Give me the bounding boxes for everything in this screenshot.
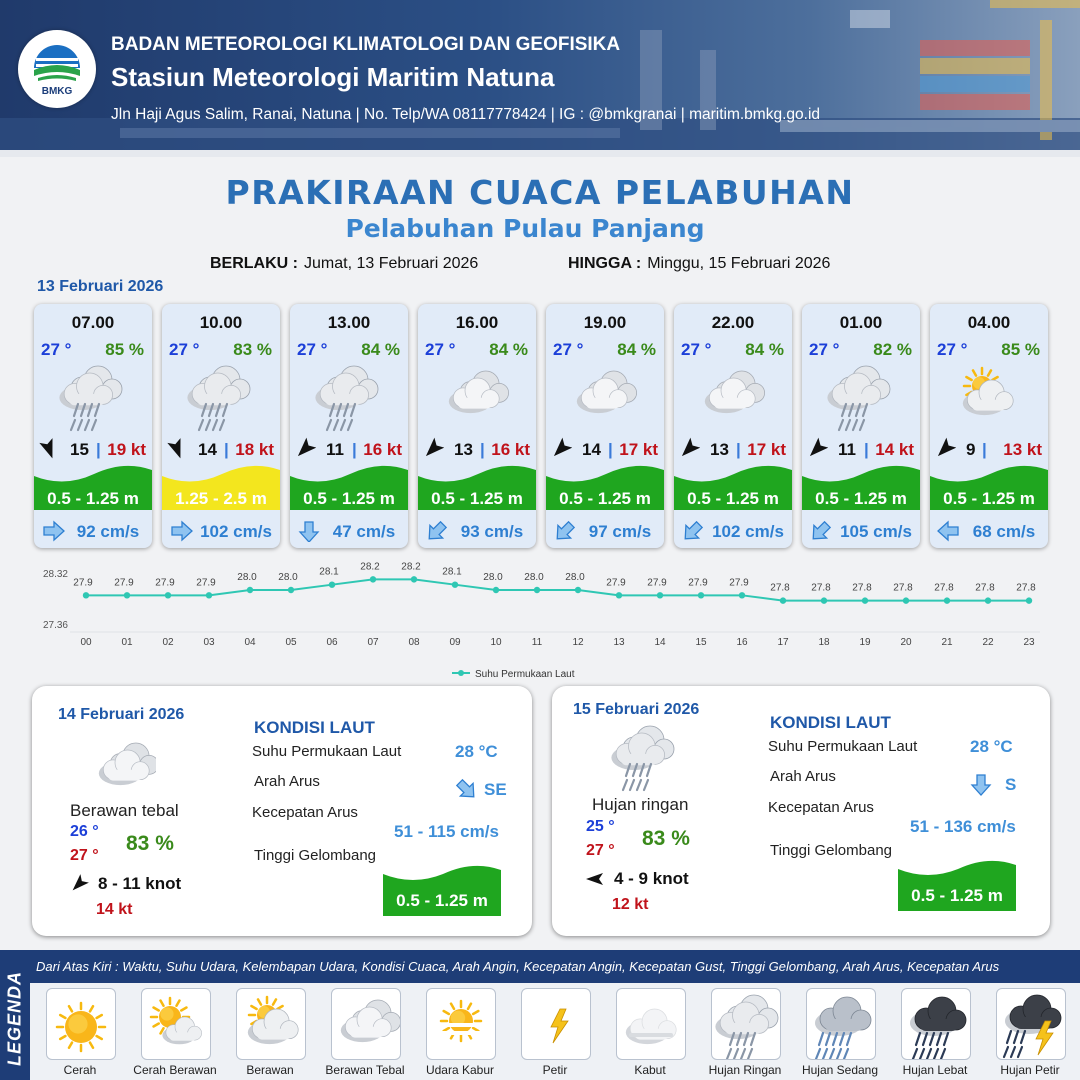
day2-current-speed: 51 - 115 cm/s <box>394 822 499 841</box>
data-point <box>124 592 130 598</box>
day2-wind: 8 - 11 knot <box>98 874 182 893</box>
value-separator: | <box>96 440 101 459</box>
data-point <box>370 576 376 582</box>
forecast-current-speed: 102 cm/s <box>200 522 272 541</box>
x-tick-label: 03 <box>203 637 215 648</box>
x-tick-label: 20 <box>900 637 912 648</box>
legend-marker <box>458 670 464 676</box>
forecast-wave-height: 0.5 - 1.25 m <box>815 489 907 508</box>
forecast-temp: 27 ° <box>937 340 968 359</box>
forecast-card <box>930 304 1048 548</box>
forecast-time: 07.00 <box>71 313 115 332</box>
x-tick-label: 01 <box>121 637 133 648</box>
data-point <box>780 597 786 603</box>
data-label: 27.9 <box>73 577 93 589</box>
forecast-time: 19.00 <box>583 313 627 332</box>
forecast-gust: 14 kt <box>875 440 914 459</box>
wind-direction-arrow-icon <box>678 436 700 462</box>
header-banner <box>0 0 1080 157</box>
day3-sst-label: Suhu Permukaan Laut <box>768 738 918 755</box>
day3-temp-max: 27 ° <box>586 842 615 859</box>
bmkg-logo <box>18 30 96 108</box>
rain-light-icon <box>56 364 132 434</box>
value-separator: | <box>608 440 613 459</box>
day2-wave-label: Tinggi Gelombang <box>254 847 377 864</box>
forecast-gust: 19 kt <box>107 440 146 459</box>
day3-current-dir: S <box>1005 775 1017 794</box>
legend-item-label: Udara Kabur <box>425 1063 495 1077</box>
data-label: 27.8 <box>934 582 954 594</box>
rain-moderate-icon <box>807 989 875 1059</box>
forecast-humidity: 84 % <box>617 340 656 359</box>
x-tick-label: 22 <box>982 637 994 648</box>
forecast-wind-speed: 15 <box>70 440 89 459</box>
forecast-temp: 27 ° <box>297 340 328 359</box>
valid-from-label: BERLAKU : <box>210 255 298 272</box>
agency-name: BADAN METEOROLOGI KLIMATOLOGI DAN GEOFISIKA <box>111 34 621 55</box>
legend-label: Suhu Permukaan Laut <box>475 669 575 680</box>
day2-date: 14 Februari 2026 <box>58 706 185 723</box>
forecast-wind-speed: 13 <box>710 440 729 459</box>
forecast-current-speed: 92 cm/s <box>76 522 140 541</box>
forecast-wind-speed: 13 <box>454 440 473 459</box>
value-separator: | <box>480 440 485 459</box>
data-label: 28.0 <box>278 572 298 583</box>
arrow-southwest-icon <box>808 520 834 542</box>
data-label: 28.0 <box>237 572 257 583</box>
forecast-gust: 13 kt <box>1003 440 1042 459</box>
legend-item-label: Berawan <box>246 1063 294 1077</box>
data-point <box>903 597 909 603</box>
legend-item-label: Berawan Tebal <box>325 1063 405 1077</box>
cloudy-heavy-icon <box>440 364 516 434</box>
data-label: 28.0 <box>524 572 544 583</box>
sunny-icon <box>47 989 115 1059</box>
x-tick-label: 02 <box>162 637 174 648</box>
legend-item <box>996 988 1066 1060</box>
wind-direction-arrow-icon <box>934 436 956 462</box>
day3-current-dir-label: Arah Arus <box>770 768 836 785</box>
forecast-current-speed: 97 cm/s <box>588 522 652 541</box>
forecast-wave-height: 0.5 - 1.25 m <box>47 489 139 508</box>
data-label: 28.2 <box>360 561 380 573</box>
data-label: 28.0 <box>565 572 585 583</box>
day3-humidity: 83 % <box>642 827 690 850</box>
x-tick-label: 09 <box>449 637 461 648</box>
day3-weather-icon <box>608 724 678 796</box>
y-tick-label: 28.32 <box>42 569 68 580</box>
forecast-card <box>674 304 792 548</box>
y-tick-label: 27.36 <box>42 620 68 631</box>
forecast-time: 01.00 <box>839 313 883 332</box>
forecast-humidity: 84 % <box>361 340 400 359</box>
data-label: 28.0 <box>483 572 503 583</box>
value-separator: | <box>736 440 741 459</box>
x-tick-label: 21 <box>941 637 953 648</box>
forecast-humidity: 83 % <box>233 340 272 359</box>
forecast-card <box>290 304 408 548</box>
day2-sst-label: Suhu Permukaan Laut <box>252 743 402 760</box>
forecast-wind-speed: 9 <box>966 440 976 459</box>
station-name: Stasiun Meteorologi Maritim Natuna <box>111 62 555 92</box>
forecast-card <box>802 304 920 548</box>
forecast-gust: 16 kt <box>363 440 402 459</box>
data-point <box>616 592 622 598</box>
legend-item <box>616 988 686 1060</box>
forecast-temp: 27 ° <box>425 340 456 359</box>
valid-to <box>568 255 830 273</box>
data-label: 27.8 <box>1016 582 1036 594</box>
day3-wind: 4 - 9 knot <box>614 869 689 888</box>
x-tick-label: 16 <box>736 637 748 648</box>
rain-light-icon <box>184 364 260 434</box>
day1-date: 13 Februari 2026 <box>37 278 164 295</box>
value-separator: | <box>352 440 357 459</box>
forecast-wind-speed: 14 <box>198 440 217 459</box>
value-separator: | <box>982 440 987 459</box>
day3-wave: 0.5 - 1.25 m <box>911 886 1003 905</box>
legend-item-label: Cerah <box>63 1063 97 1077</box>
legend-item <box>236 988 306 1060</box>
forecast-gust: 18 kt <box>235 440 274 459</box>
value-separator: | <box>224 440 229 459</box>
x-tick-label: 11 <box>531 637 543 648</box>
forecast-wave-height: 0.5 - 1.25 m <box>559 489 651 508</box>
contact-info: Jln Haji Agus Salim, Ranai, Natuna | No. Telp/WA 08117778424 | IG : @bmkgranai | maritim.bmkg.go.id <box>111 106 821 123</box>
forecast-gust: 17 kt <box>747 440 786 459</box>
x-tick-label: 13 <box>613 637 625 648</box>
forecast-humidity: 85 % <box>1001 340 1040 359</box>
data-label: 28.1 <box>442 566 462 578</box>
day2-current-dir-label: Arah Arus <box>254 773 320 790</box>
valid-to-label: HINGGA : <box>568 255 642 272</box>
legend-item <box>331 988 401 1060</box>
data-label: 28.1 <box>319 566 339 578</box>
day3-temp-min: 25 ° <box>586 818 615 835</box>
forecast-wave-height: 0.5 - 1.25 m <box>303 489 395 508</box>
data-label: 27.9 <box>729 577 749 589</box>
data-point <box>944 597 950 603</box>
legend-item-label: Petir <box>542 1063 568 1077</box>
x-tick-label: 06 <box>326 637 338 648</box>
x-tick-label: 19 <box>859 637 871 648</box>
forecast-humidity: 84 % <box>489 340 528 359</box>
day2-panel <box>32 686 532 936</box>
rain-light-icon <box>312 364 388 434</box>
forecast-temp: 27 ° <box>809 340 840 359</box>
legend-item <box>521 988 591 1060</box>
legend-item <box>806 988 876 1060</box>
arrow-southwest-icon <box>552 520 578 542</box>
legend-side-tab <box>0 950 30 1080</box>
day2-sea-title: KONDISI LAUT <box>254 718 375 737</box>
forecast-wave-height: 1.25 - 2.5 m <box>175 489 267 508</box>
x-tick-label: 17 <box>777 637 789 648</box>
wind-direction-arrow-icon <box>294 436 316 462</box>
forecast-time: 13.00 <box>327 313 371 332</box>
arrow-southwest-icon <box>680 520 706 542</box>
forecast-temp: 27 ° <box>169 340 200 359</box>
cloudy-heavy-icon <box>696 364 772 434</box>
day3-gust: 12 kt <box>612 896 649 913</box>
logo-label: BMKG <box>41 86 73 97</box>
day3-sea-title: KONDISI LAUT <box>770 713 891 732</box>
legend-description: Dari Atas Kiri : Waktu, Suhu Udara, Kelembapan Udara, Kondisi Cuaca, Arah Angin, Kecepatan Angin, Kecepatan Gust, Tinggi Gelombang, Arah Arus, Kecepatan Arus <box>36 959 1000 974</box>
forecast-current-speed: 105 cm/s <box>840 522 912 541</box>
x-tick-label: 10 <box>490 637 502 648</box>
rain-light-icon <box>712 989 780 1059</box>
data-label: 27.8 <box>852 582 872 594</box>
data-point <box>493 587 499 593</box>
day2-current-arrow-icon <box>452 776 480 802</box>
day3-current-speed-label: Kecepatan Arus <box>768 799 874 816</box>
x-tick-label: 04 <box>244 637 256 648</box>
forecast-card <box>546 304 664 548</box>
data-label: 27.8 <box>770 582 790 594</box>
day3-current-speed: 51 - 136 cm/s <box>910 817 1016 836</box>
data-label: 27.9 <box>196 577 216 589</box>
forecast-time: 22.00 <box>711 313 755 332</box>
partly-cloudy-icon <box>952 364 1028 434</box>
valid-from <box>210 255 478 273</box>
day2-sst: 28 °C <box>455 742 498 761</box>
day2-wave: 0.5 - 1.25 m <box>396 891 488 910</box>
forecast-time: 10.00 <box>199 313 243 332</box>
data-label: 27.8 <box>975 582 995 594</box>
legend-item <box>901 988 971 1060</box>
data-point <box>821 597 827 603</box>
forecast-current-speed: 93 cm/s <box>460 522 524 541</box>
legend-item-label: Cerah Berawan <box>133 1063 217 1077</box>
day3-wave-label: Tinggi Gelombang <box>770 842 893 859</box>
fog-icon <box>617 989 685 1059</box>
forecast-temp: 27 ° <box>41 340 72 359</box>
data-point <box>165 592 171 598</box>
sst-chart <box>0 560 1080 685</box>
day3-wind-arrow-icon <box>584 868 606 890</box>
x-tick-label: 15 <box>695 637 707 648</box>
haze-icon <box>427 989 495 1059</box>
forecast-card <box>162 304 280 548</box>
day2-temp-max: 27 ° <box>70 847 99 864</box>
data-point <box>452 581 458 587</box>
day2-current-speed-label: Kecepatan Arus <box>252 804 358 821</box>
data-point <box>206 592 212 598</box>
forecast-current-speed: 47 cm/s <box>332 522 396 541</box>
wind-direction-arrow-icon <box>422 436 444 462</box>
forecast-wind-speed: 14 <box>582 440 601 459</box>
data-point <box>862 597 868 603</box>
valid-from-value: Jumat, 13 Februari 2026 <box>304 255 479 272</box>
data-label: 28.2 <box>401 561 421 573</box>
data-point <box>247 587 253 593</box>
wind-direction-arrow-icon <box>806 436 828 462</box>
legend-item <box>426 988 496 1060</box>
lightning-icon <box>522 989 590 1059</box>
forecast-temp: 27 ° <box>553 340 584 359</box>
day3-current-arrow-icon <box>967 770 995 798</box>
day2-weather-icon <box>90 736 156 786</box>
forecast-wave-height: 0.5 - 1.25 m <box>943 489 1035 508</box>
data-point <box>575 587 581 593</box>
data-point <box>534 587 540 593</box>
x-tick-label: 08 <box>408 637 420 648</box>
partly-cloudy-icon <box>237 989 305 1059</box>
legend-item <box>46 988 116 1060</box>
forecast-humidity: 84 % <box>745 340 784 359</box>
x-tick-label: 07 <box>367 637 379 648</box>
data-label: 27.9 <box>688 577 708 589</box>
forecast-temp: 27 ° <box>681 340 712 359</box>
forecast-time: 04.00 <box>967 313 1011 332</box>
day3-sst: 28 °C <box>970 737 1013 756</box>
legend-item-label: Hujan Sedang <box>801 1063 879 1077</box>
forecast-card <box>34 304 152 548</box>
forecast-humidity: 82 % <box>873 340 912 359</box>
cloudy-heavy-icon <box>568 364 644 434</box>
x-tick-label: 14 <box>654 637 666 648</box>
day3-date: 15 Februari 2026 <box>573 701 700 718</box>
x-tick-label: 18 <box>818 637 830 648</box>
day3-condition: Hujan ringan <box>592 795 689 814</box>
x-tick-label: 23 <box>1023 637 1035 648</box>
valid-to-value: Minggu, 15 Februari 2026 <box>647 255 831 272</box>
data-label: 27.9 <box>606 577 626 589</box>
wind-direction-arrow-icon <box>38 436 60 462</box>
forecast-gust: 16 kt <box>491 440 530 459</box>
arrow-south-icon <box>296 520 322 542</box>
value-separator: | <box>864 440 869 459</box>
data-point <box>83 592 89 598</box>
data-point <box>985 597 991 603</box>
forecast-humidity: 85 % <box>105 340 144 359</box>
forecast-gust: 17 kt <box>619 440 658 459</box>
legend-item-label: Hujan Petir <box>1000 1063 1060 1077</box>
forecast-current-speed: 68 cm/s <box>972 522 1036 541</box>
page-subtitle: Pelabuhan Pulau Panjang <box>345 214 705 243</box>
day2-condition: Berawan tebal <box>70 801 179 820</box>
forecast-wind-speed: 11 <box>326 440 344 459</box>
x-tick-label: 12 <box>572 637 584 648</box>
data-point <box>698 592 704 598</box>
data-point <box>1026 597 1032 603</box>
forecast-time: 16.00 <box>455 313 499 332</box>
data-point <box>288 587 294 593</box>
day2-gust: 14 kt <box>96 901 133 918</box>
legend-item <box>141 988 211 1060</box>
day2-temp-min: 26 ° <box>70 823 99 840</box>
forecast-wind-speed: 11 <box>838 440 856 459</box>
forecast-card <box>418 304 536 548</box>
rain-light-icon <box>824 364 900 434</box>
forecast-wave-height: 0.5 - 1.25 m <box>431 489 523 508</box>
wind-direction-arrow-icon <box>550 436 572 462</box>
x-tick-label: 00 <box>80 637 92 648</box>
data-label: 27.9 <box>155 577 175 589</box>
day2-humidity: 83 % <box>126 832 174 855</box>
data-label: 27.9 <box>647 577 667 589</box>
legend-title: LEGENDA <box>4 971 25 1067</box>
day3-panel <box>552 686 1050 936</box>
cloudy-heavy-icon <box>332 989 400 1059</box>
legend-item-label: Hujan Lebat <box>902 1063 968 1077</box>
arrow-west-icon <box>936 520 962 542</box>
forecast-current-speed: 102 cm/s <box>712 522 784 541</box>
rain-heavy-icon <box>902 989 970 1059</box>
legend-item-label: Hujan Ringan <box>708 1063 782 1077</box>
x-tick-label: 05 <box>285 637 297 648</box>
page-title: PRAKIRAAN CUACA PELABUHAN <box>225 173 855 212</box>
arrow-southwest-icon <box>424 520 450 542</box>
data-point <box>657 592 663 598</box>
series-line <box>86 579 1029 600</box>
legend-item <box>711 988 781 1060</box>
thunderstorm-icon <box>997 989 1065 1059</box>
legend-item-label: Kabut <box>634 1063 666 1077</box>
forecast-wave-height: 0.5 - 1.25 m <box>687 489 779 508</box>
sun-cloud-icon <box>142 989 210 1059</box>
day2-wind-arrow-icon <box>68 873 90 895</box>
data-point <box>329 581 335 587</box>
data-label: 27.9 <box>114 577 134 589</box>
arrow-east-icon <box>168 520 194 542</box>
wind-direction-arrow-icon <box>166 436 188 462</box>
data-point <box>411 576 417 582</box>
data-label: 27.8 <box>811 582 831 594</box>
day2-current-dir: SE <box>484 780 507 799</box>
data-point <box>739 592 745 598</box>
arrow-east-icon <box>40 520 66 542</box>
data-label: 27.8 <box>893 582 913 594</box>
